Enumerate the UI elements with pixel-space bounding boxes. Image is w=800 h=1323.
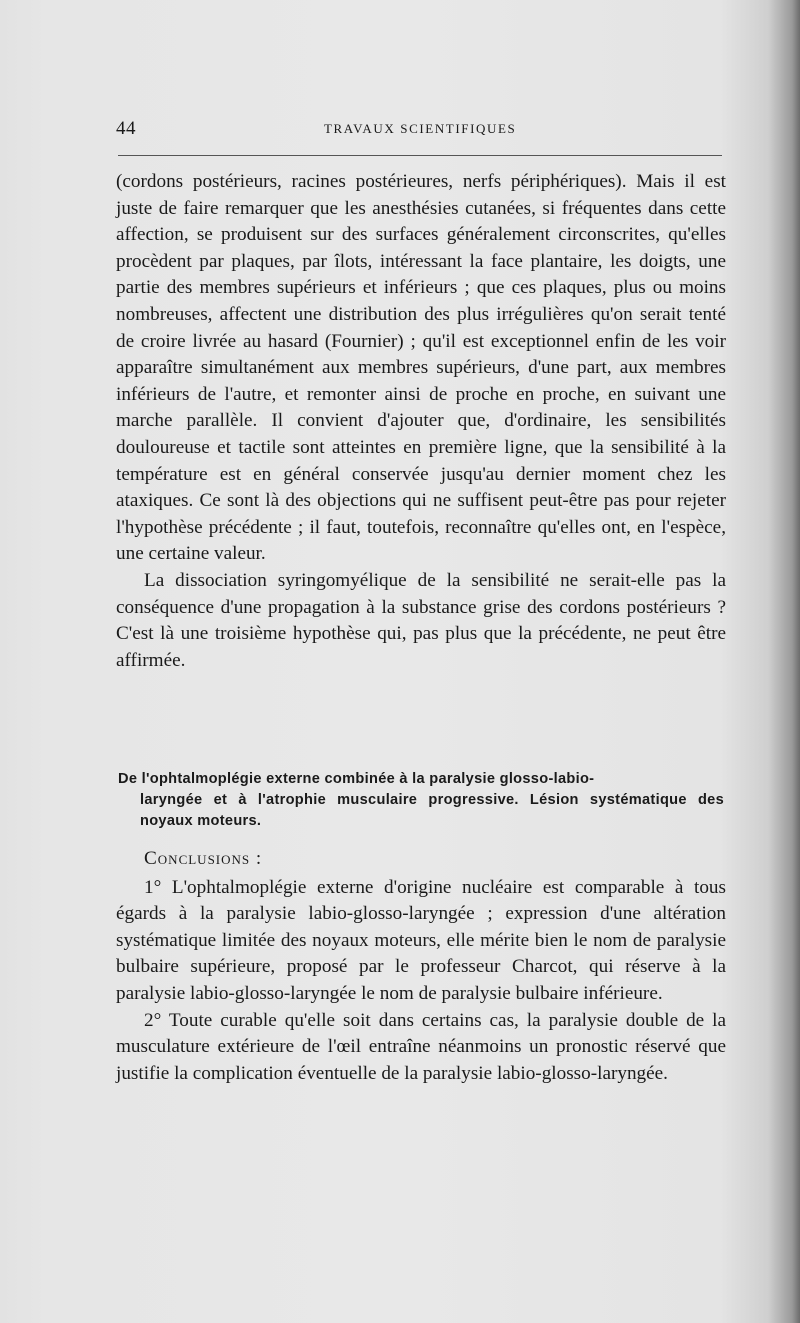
header-rule [118, 155, 722, 156]
conclusions-title: Conclusions : [144, 848, 263, 869]
main-text [116, 169, 726, 674]
running-title: TRAVAUX SCIENTIFIQUES [324, 121, 517, 136]
section-heading-first-line: De l'ophtalmoplégie externe combinée à la paralysie glosso-labio- [118, 771, 595, 787]
paragraph-2: La dissociation syringomyélique de la sensibilité ne serait-elle pas la conséquence d'une propagation à la substance grise des cordons postérieurs ? C'est là une troisième hypothèse qui, pas plus que la précédente, ne peut être affirmée. [116, 569, 726, 671]
page-number: 44 [116, 118, 136, 139]
section-heading [118, 769, 724, 832]
conclusion-item-2: 2° Toute curable qu'elle soit dans certains cas, la paralysie double de la musculature extérieure de l'œil entraîne néanmoins un pronostic réservé que justifie la complication éventuelle de la paralysie labio-glosso-laryngée. [116, 1009, 726, 1084]
page-header [116, 116, 724, 146]
conclusion-item-1: 1° L'ophtalmoplégie externe d'origine nucléaire est comparable à tous égards à la paralysie labio-glosso-laryngée ; expression d'une altération systématique limitée des noyaux moteurs, elle mérite bien le nom de paralysie bulbaire supérieure, proposé par le professeur Charcot, qui réserve à la paralysie labio-glosso-laryngée le nom de paralysie bulbaire inférieure. [116, 876, 726, 1004]
section-heading-rest: laryngée et à l'atrophie musculaire progressive. Lésion systématique des noyaux moteurs. [140, 792, 724, 829]
paragraph-1: (cordons postérieurs, racines postérieures, nerfs périphériques). Mais il est juste de faire remarquer que les anesthésies cutanées, si fréquentes dans cette affection, se produisent sur des surfaces généralement circonscrites, qu'elles procèdent par plaques, par îlots, intéressant la face plantaire, les doigts, une partie des membres supérieurs et inférieurs ; que ces plaques, plus ou moins nombreuses, affectent une distribution des plus irrégulières qu'on serait tenté de croire livrée au hasard (Fournier) ; qu'il est exceptionnel enfin de les voir apparaître simultanément aux membres supérieurs, d'une part, aux membres inférieurs de l'autre, et remonter ainsi de proche en proche, en suivant une marche parallèle. Il convient d'ajouter que, d'ordinaire, les sensibilités douloureuse et tactile sont atteintes en première ligne, que la sensibilité à la température est en général conservée jusqu'au dernier moment chez les ataxiques. Ce sont là des objections qui ne suffisent peut-être pas pour rejeter l'hypothèse précédente ; il faut, toutefois, reconnaître qu'elles ont, en l'espèce, une certaine valeur. [116, 171, 726, 565]
conclusions-block [116, 846, 726, 1087]
